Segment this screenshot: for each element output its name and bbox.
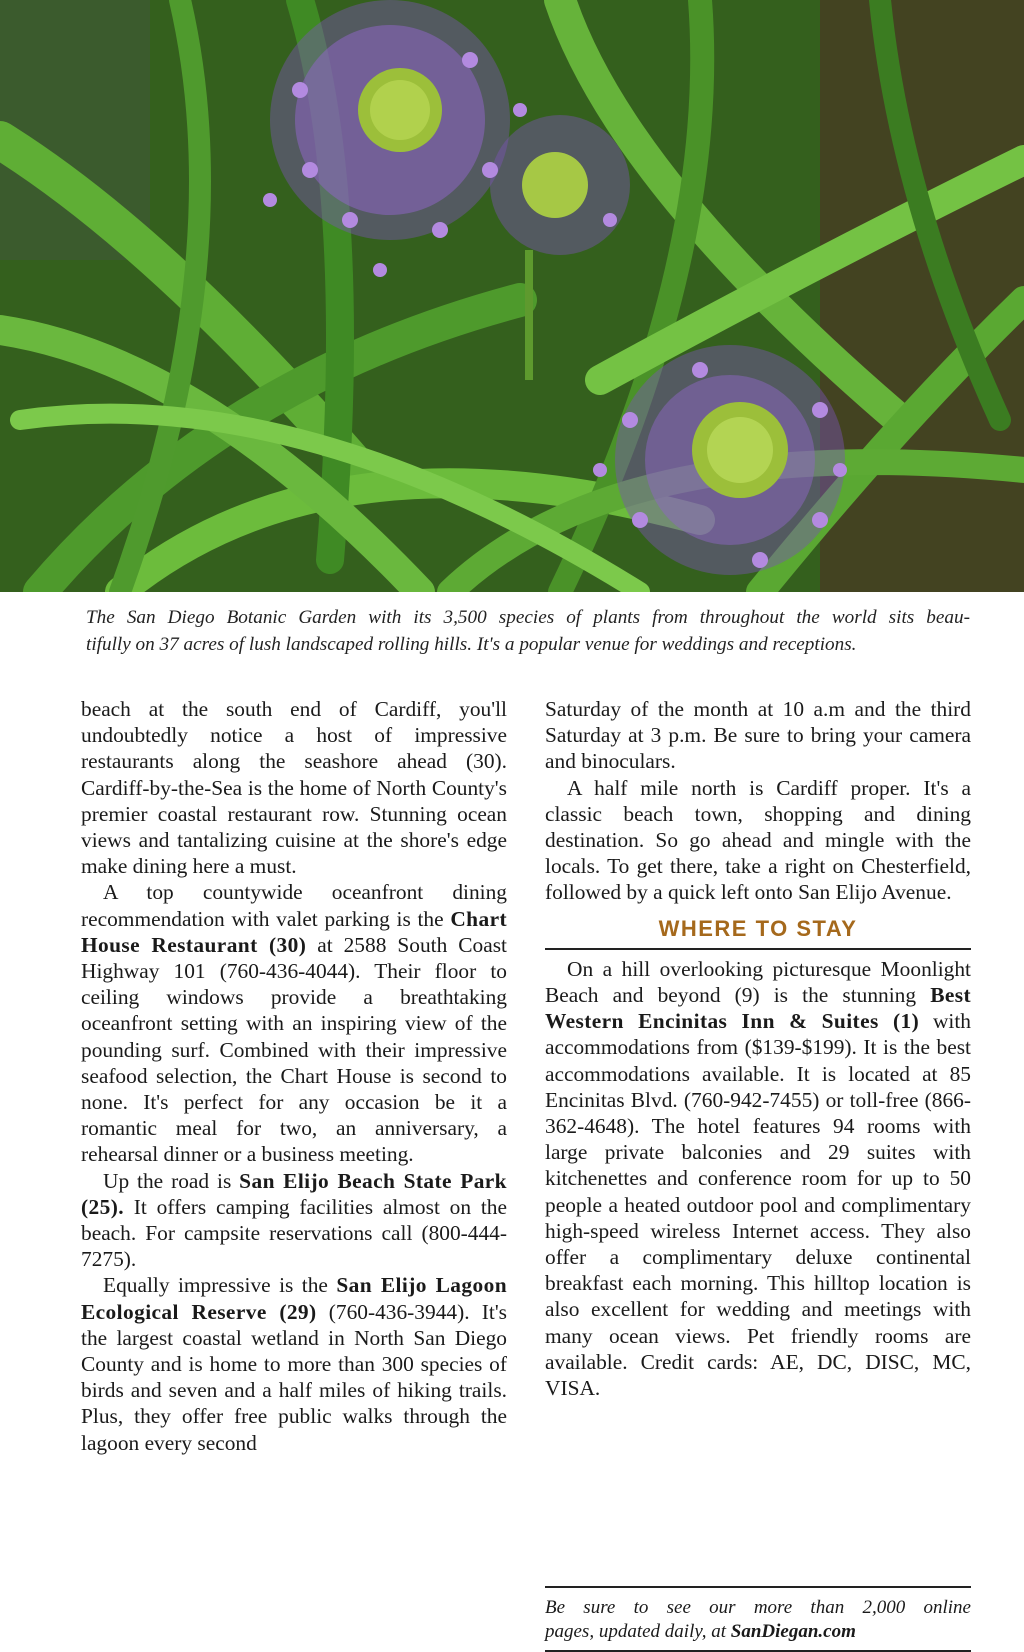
- photo-caption: [86, 604, 970, 658]
- paragraph-text: Up the road is: [103, 1168, 240, 1193]
- paragraph-text: (760-436-3944). It's the largest coastal wetland in North San Diego County and is home to more than 300 species of birds and seven and a half miles of hiking trails. Plus, they offer free public walks through the lagoon every second: [81, 1299, 508, 1455]
- right-column: [545, 696, 971, 1401]
- flower-photo-icon: [0, 0, 1024, 592]
- paragraph-chart-house: [81, 879, 507, 1167]
- hotel-name: Best Western Encinitas Inn & Suites (1): [545, 983, 971, 1034]
- caption-line-1: The San Diego Botanic Garden with its 3,500 species of plants from throughout the world sits beau-: [86, 607, 970, 628]
- paragraph-tours: Saturday of the month at 10 a.m and the third Saturday at 3 p.m. Be sure to bring your camera and binoculars.: [545, 697, 971, 774]
- caption-line-2: tifully on 37 acres of lush landscaped rolling hills. It's a popular venue for weddings and receptions.: [86, 634, 857, 655]
- venue-name: Chart House Restaurant (30): [81, 906, 507, 957]
- paragraph-beach-park: [81, 1168, 507, 1273]
- paragraph-text: A top countywide oceanfront dining recommendation with valet parking is the: [81, 880, 507, 931]
- left-column: [81, 696, 507, 1456]
- venue-name: San Elijo Lagoon Ecological Reserve (29): [81, 1273, 507, 1324]
- promo-line-2: [545, 1620, 971, 1644]
- paragraph-cardiff-proper: A half mile north is Cardiff proper. It's a classic beach town, shopping and dining destination. So go ahead and mingle with the locals. To get there, take a right on Chesterfield, followed by a quick left onto San Elijo Avenue.: [545, 775, 971, 905]
- paragraph-lagoon: [81, 1272, 507, 1455]
- paragraph-text: It offers camping facilities almost on the beach. For campsite reservations call (800-444-7275).: [81, 1194, 507, 1272]
- promo-box: [545, 1586, 971, 1652]
- paragraph-cardiff: [81, 696, 507, 879]
- venue-name: San Elijo Beach State Park (25).: [81, 1168, 507, 1219]
- paragraph-text: beach at the south end of Cardiff, you'll undoubtedly notice a host of impressive restaurants along the seashore ahead (30). Cardiff-by-the-Sea is the home of North County's premier coastal restaurant row. Stunning ocean views and tantalizing cuisine at the shore's edge make dining here a must.: [81, 697, 507, 879]
- paragraph-hotel: [545, 956, 971, 1401]
- promo-line-1: Be sure to see our more than 2,000 online: [545, 1597, 971, 1618]
- paragraph-text: at 2588 South Coast Highway 101 (760-436-4044). Their floor to ceiling windows provide a breathtaking oceanfront setting with an inspiring view of the pounding surf. Combined with their impressive seafood selection, the Chart House is second to none. It's perfect for any occasion be it a romantic meal for two, an anniversary, a rehearsal dinner or a business meeting.: [81, 932, 507, 1167]
- paragraph-text: Equally impressive is the: [103, 1273, 337, 1298]
- paragraph-text: On a hill overlooking picturesque Moonlight Beach and beyond (9) is the stunning: [545, 956, 971, 1008]
- paragraph-text: with accommodations from ($139-$199). It is the best accommodations available. It is located at 85 Encinitas Blvd. (760-942-7455) or toll-free (866-362-4648). The hotel features 94 rooms with large private balconies and 29 suites with kitchenettes and conference room for up to 50 people a heated outdoor pool and complimentary high-speed wireless Internet access. They also offer a complimentary deluxe continental breakfast each morning. This hilltop location is also excellent for wedding and meetings with many ocean views. Pet friendly rooms are available. Credit cards: AE, DC, DISC, MC, VISA.: [545, 1009, 971, 1401]
- section-heading-where-to-stay: WHERE TO STAY: [545, 916, 971, 950]
- website-link[interactable]: SanDiegan.com: [730, 1621, 856, 1642]
- promo-text: pages, updated daily, at: [545, 1621, 731, 1642]
- botanic-garden-photo: [0, 0, 1024, 592]
